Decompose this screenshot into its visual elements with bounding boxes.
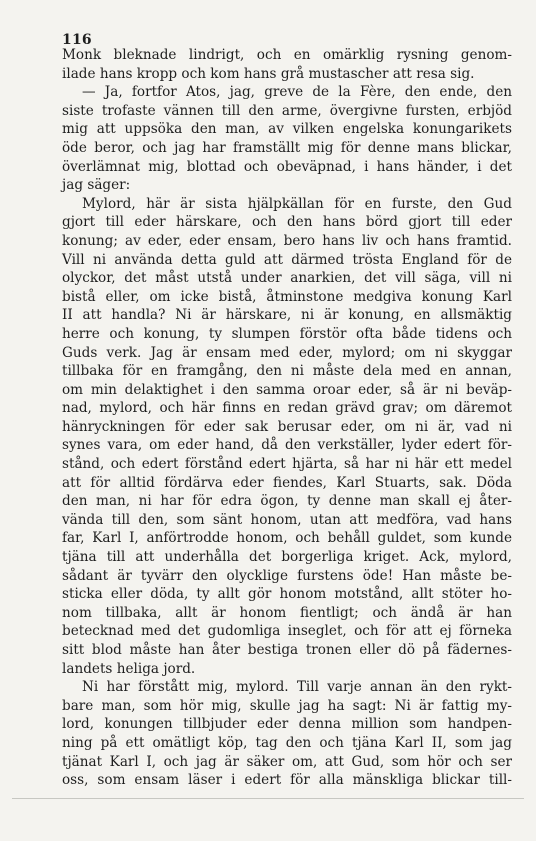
text-line: att för alltid fördärva eder fiendes, Karl Stuarts, sak. Döda — [62, 474, 512, 491]
text-line: tjäna till att underhålla det borgerliga kriget. Ack, mylord, — [62, 549, 512, 566]
text-line: Mylord, här är sista hjälpkällan för en furste, den Gud — [82, 195, 512, 212]
text-line: Vill ni använda detta guld att därmed trösta England för de — [62, 251, 512, 268]
paragraph — [62, 678, 512, 790]
text-line: sitt blod måste han åter bestiga tronen eller dö på fädernes- — [62, 642, 512, 658]
text-line: överlämnat mig, blottad och obeväpnad, i hans händer, i det — [62, 158, 512, 175]
text-line: Ni har förstått mig, mylord. Till varje annan än den rykt- — [82, 679, 512, 696]
text-line: ilade hans kropp och kom hans grå mustascher att resa sig. — [62, 65, 475, 82]
text-line: sådant är tyvärr den olycklige furstens öde! Han måste be- — [62, 567, 512, 584]
text-line: mig att uppsöka den man, av vilken engelska konungarikets — [62, 121, 512, 138]
text-line: landets heliga jord. — [62, 660, 196, 677]
page-bottom-edge — [12, 798, 524, 799]
text-line: II att handla? Ni är härskare, ni är konung, en allsmäktig — [62, 307, 512, 324]
text-line: oss, som ensam läser i edert för alla mänskliga blickar till- — [62, 772, 512, 789]
text-line: Monk bleknade lindrigt, och en omärklig rysning genom- — [62, 47, 512, 63]
text-line: gjort till eder härskare, och den hans börd gjort till eder — [62, 214, 512, 231]
text-line: olyckor, det måst utstå under anarkien, det vill säga, vill ni — [62, 270, 512, 287]
text-line: konung; av eder, eder ensam, bero hans liv och hans framtid. — [62, 232, 512, 249]
text-line: nom tillbaka, allt är honom fientligt; och ändå är han — [62, 604, 512, 621]
text-line: ning på ett omätligt köp, tag den och tjäna Karl II, som jag — [62, 734, 512, 751]
text-line: bistå eller, om icke bistå, åtminstone medgiva konung Karl — [62, 288, 512, 305]
paragraph — [62, 83, 512, 195]
text-line: betecknad med det gudomliga inseglet, och för att ej förneka — [62, 623, 512, 640]
body-text — [62, 46, 512, 790]
text-line: jag säger: — [62, 177, 131, 194]
text-line: den man, ni har för edra ögon, ty denne man skall ej åter- — [62, 493, 512, 510]
text-line: bare man, som hör mig, skulle jag ha sagt: Ni är fattig my- — [62, 697, 512, 714]
paragraph — [62, 195, 512, 678]
text-line: — Ja, fortfor Atos, jag, greve de la Fère, den ende, den — [82, 84, 512, 101]
text-line: nad, mylord, och här finns en redan grävd grav; om däremot — [62, 400, 512, 417]
page-number: 116 — [62, 32, 92, 48]
text-line: hänryckningen för eder sak berusar eder, om ni är, vad ni — [62, 418, 512, 435]
text-line: tillbaka för en framgång, den ni måste dela med en annan, — [62, 363, 512, 380]
paragraph — [62, 46, 512, 83]
text-line: vända till den, som sänt honom, utan att medföra, vad hans — [62, 511, 512, 528]
text-line: herre och konung, ty slumpen förstör ofta både tidens och — [62, 325, 512, 342]
text-line: far, Karl I, anförtrodde honom, och behåll guldet, som kunde — [62, 530, 512, 547]
text-line: om min delaktighet i den samma oroar eder, så är ni beväp- — [62, 381, 512, 398]
text-line: siste trofaste vännen till den arme, övergivne fursten, erbjöd — [62, 102, 512, 119]
text-line: lord, konungen tillbjuder eder denna million som handpen- — [62, 716, 512, 733]
text-line: synes vara, om eder hand, då den verkställer, lyder edert för- — [62, 437, 512, 454]
text-line: Guds verk. Jag är ensam med eder, mylord; om ni skyggar — [62, 344, 512, 361]
text-line: tjänat Karl I, och jag är säker om, att Gud, som hör och ser — [62, 753, 512, 770]
text-line: öde beror, och jag har framställt mig för denne mans blickar, — [62, 139, 512, 156]
text-line: sticka eller döda, ty allt gör honom motstånd, allt stöter ho- — [62, 586, 512, 603]
text-line: stånd, och edert förstånd edert hjärta, så har ni här ett medel — [62, 456, 512, 473]
